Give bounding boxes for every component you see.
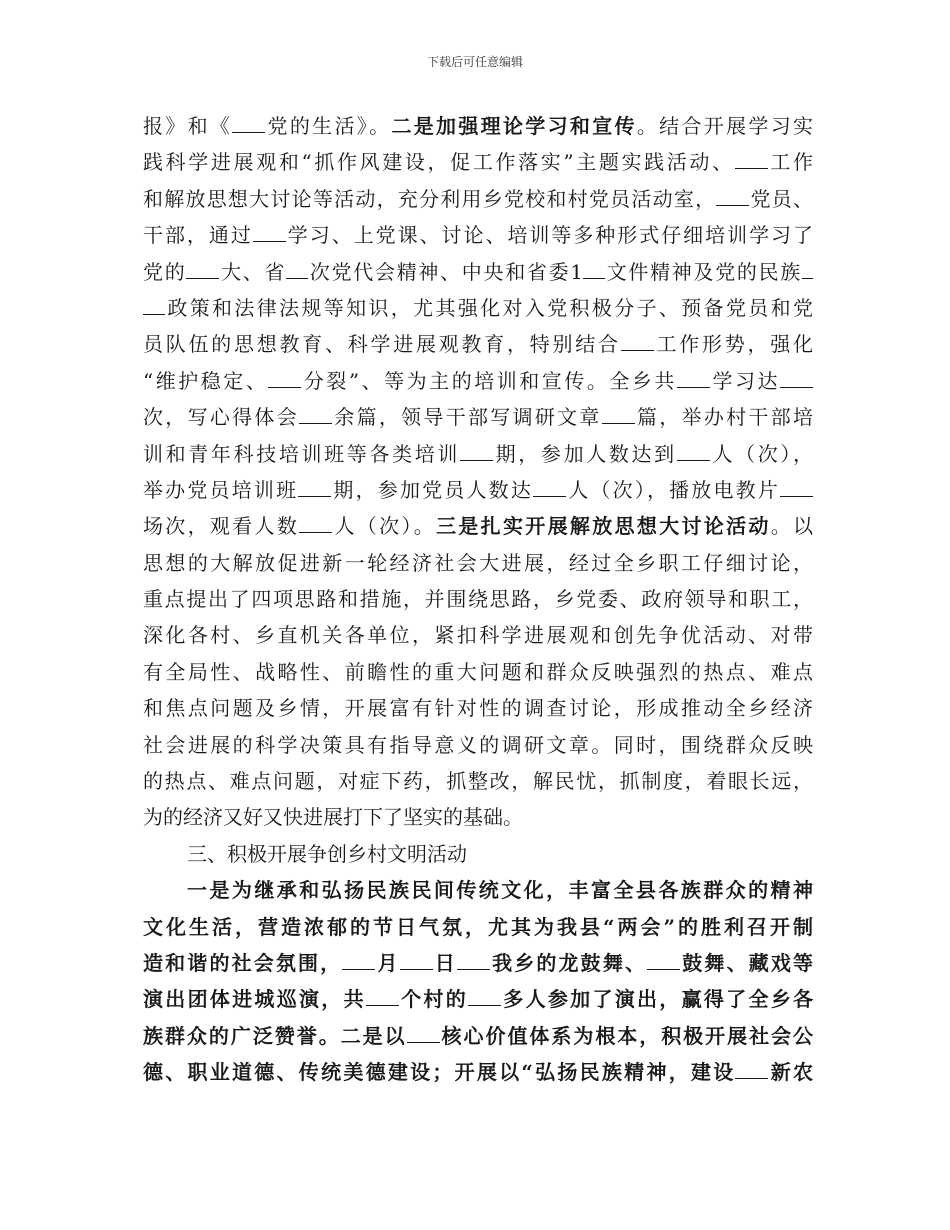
blank-line (735, 1077, 768, 1079)
text-segment: 族群众的广泛赞誉。二是以 核心价值体系为根本，积极开展社会公 (143, 1023, 814, 1048)
text-line (143, 617, 813, 653)
text-line (143, 254, 813, 290)
blank-line (602, 422, 635, 424)
blank-line (253, 240, 286, 242)
text-segment: 三、积极开展争创乡村文明活动 (187, 841, 467, 866)
text-segment: 党的 大、省 次党代会精神、中央和省委1 文件精神及党的民族 (143, 260, 813, 284)
text-line (143, 545, 813, 581)
text-segment: 德、职业道德、传统美德建设；开展以“弘扬民族精神，建设 新农 (143, 1060, 814, 1085)
blank-line (802, 277, 813, 279)
text-segment: 的热点、难点问题，对症下药，抓整改，解民忧，抓制度，着眼长远， (143, 769, 813, 794)
blank-line (677, 459, 710, 461)
text-segment: 演出团体进城巡演，共 个村的 多人参加了演出，赢得了全乡各 (143, 987, 814, 1012)
text-line (143, 181, 813, 217)
text-line (143, 144, 813, 180)
text-line (143, 1054, 813, 1090)
blank-line (299, 531, 332, 533)
text-line (143, 690, 813, 726)
blank-line (735, 167, 768, 169)
blank-line (460, 459, 493, 461)
text-line (143, 472, 813, 508)
text-segment: 报》和《 党的生活》。 (143, 114, 392, 138)
text-line (143, 436, 813, 472)
blank-line (647, 968, 680, 970)
text-line (143, 508, 813, 544)
text-line (143, 654, 813, 690)
text-segment: 一是为继承和弘扬民族民间传统文化，丰富全县各族群众的精神 (187, 878, 813, 903)
text-line (143, 217, 813, 253)
text-segment: 社会进展的科学决策具有指导意义的调研文章。同时，围绕群众反映 (143, 732, 813, 757)
text-segment: 二是加强理论学习和宣传 (391, 114, 637, 138)
text-segment: 训和青年科技培训班等各类培训 期，参加人数达到 人（次）， (143, 441, 814, 466)
blank-line (298, 495, 331, 497)
blank-line (457, 968, 490, 970)
text-line (143, 763, 813, 799)
blank-line (468, 1004, 501, 1006)
blank-line (716, 204, 749, 206)
text-segment: 场次，观看人数 人（次）。 (143, 514, 437, 539)
text-segment: 。以 (770, 514, 814, 539)
blank-line (286, 277, 308, 279)
text-segment: 深化各村、乡直机关各单位，紧扣科学进展观和创先争优活动、对带 (143, 623, 813, 648)
text-line (143, 399, 813, 435)
blank-line (268, 386, 301, 388)
text-segment: 干部，通过 学习、上党课、讨论、培训等多种形式仔细培训学习了 (143, 223, 814, 248)
text-line (143, 363, 813, 399)
text-segment: 造和谐的社会氛围， 月 日 我乡的龙鼓舞、 鼓舞、藏戏等 (143, 950, 814, 975)
text-segment: 和焦点问题及乡情，开展富有针对性的调查讨论，形成推动全乡经济 (143, 696, 813, 721)
text-segment: 有全局性、战略性、前瞻性的重大问题和群众反映强烈的热点、难点 (143, 659, 813, 684)
text-segment: 三是扎实开展解放思想大讨论活动 (436, 514, 771, 539)
text-segment: 。结合开展学习实 (636, 114, 814, 138)
text-segment: 员队伍的思想教育、科学进展观教育，特别结合 工作形势，强化 (143, 332, 813, 357)
page-header-note: 下载后可任意编辑 (426, 55, 523, 69)
blank-line (186, 277, 219, 279)
blank-line (677, 386, 710, 388)
blank-line (621, 349, 654, 351)
text-segment: 文化生活，营造浓郁的节日气氛，尤其为我县“两会”的胜利召开制 (143, 914, 813, 939)
blank-line (143, 313, 165, 315)
text-segment: 次，写心得体会 余篇，领导干部写调研文章 篇，举办村干部培 (143, 405, 814, 430)
blank-line (407, 1041, 440, 1043)
document-body (143, 108, 813, 1091)
text-segment: “维护稳定、 分裂”、等为主的培训和宣传。全乡共 学习达 (143, 369, 813, 393)
blank-line (400, 968, 433, 970)
text-line (143, 326, 813, 362)
blank-line (232, 131, 265, 133)
blank-line (366, 1004, 399, 1006)
text-line (143, 945, 813, 981)
text-segment: 重点提出了四项思路和措施，并围绕思路，乡党委、政府领导和职工， (143, 587, 813, 612)
text-line (143, 108, 813, 144)
text-line (143, 872, 813, 908)
text-segment: 践科学进展观和“抓作风建设，促工作落实”主题实践活动、 工作 (143, 150, 813, 175)
blank-line (780, 386, 813, 388)
blank-line (583, 277, 605, 279)
text-line (143, 909, 813, 945)
text-segment: 和解放思想大讨论等活动，充分利用乡党校和村党员活动室， 党员、 (143, 186, 814, 211)
blank-line (780, 495, 813, 497)
blank-line (342, 968, 375, 970)
text-segment: 为的经济又好又快进展打下了坚实的基础。 (143, 805, 523, 830)
blank-line (533, 495, 566, 497)
text-line (143, 981, 813, 1017)
text-segment: 举办党员培训班 期，参加党员人数达 人（次），播放电教片 (143, 478, 813, 502)
text-line (143, 727, 813, 763)
text-segment: 思想的大解放促进新一轮经济社会大进展，经过全乡职工仔细讨论， (143, 550, 813, 575)
text-segment: 政策和法律法规等知识，尤其强化对入党积极分子、预备党员和党 (143, 296, 813, 320)
text-line (143, 836, 813, 872)
blank-line (299, 422, 332, 424)
text-line (143, 1018, 813, 1054)
text-line (143, 290, 813, 326)
text-line (143, 799, 813, 835)
text-line (143, 581, 813, 617)
